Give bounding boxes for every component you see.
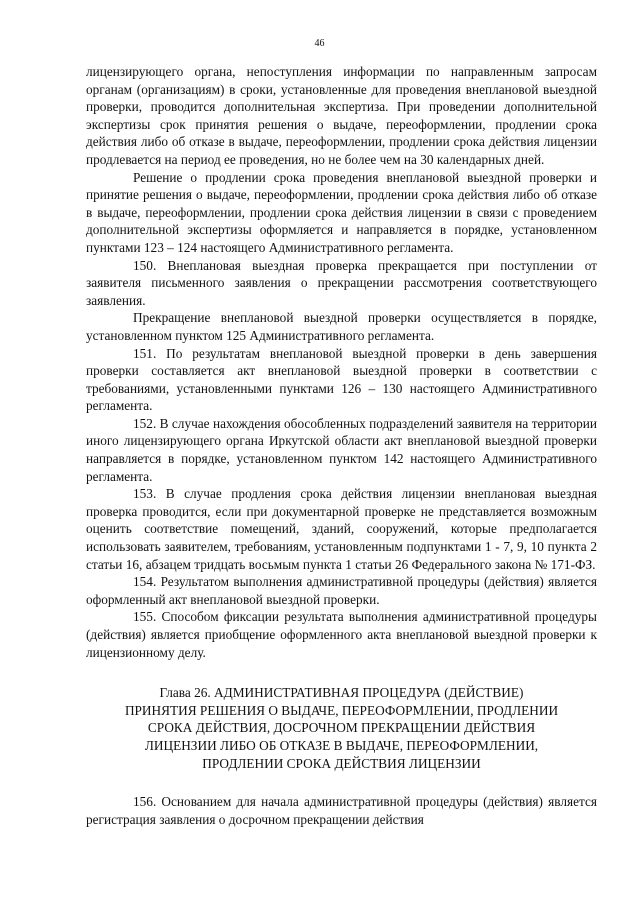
paragraph-continuation: лицензирующего органа, непоступления информации по направленным запросам органам (организациям) в сроки, установленные для проведения внеплановой выездной проверки, проводится дополнительная экспертиза. При проведении дополнительной экспертизы срок принятия решения о выдаче, переоформлении, продлении срока действия либо об отказе в выдаче, переоформлении, продлении срока действия лицензии продлевается на период ее проведения, но не более чем на 30 календарных дней. <box>86 64 597 167</box>
paragraph-155: 155. Способом фиксации результата выполнения административной процедуры (действия) является приобщение оформленного акта внеплановой выездной проверки к лицензионному делу. <box>86 609 597 660</box>
paragraph-151: 151. По результатам внеплановой выездной проверки в день завершения проверки составляется акт внеплановой выездной проверки в соответствии с требованиями, установленными пунктами 126 – 130 настоящего Административного регламента. <box>86 345 597 414</box>
paragraph-153: 153. В случае продления срока действия лицензии внеплановая выездная проверка проводится, если при документарной проверке не представляется возможным оценить соответствие помещений, зданий, сооружений, которые предполагается использовать заявителем, требованиям, установленным подпунктами 1 - 7, 9, 10 пункта 2 статьи 16, абзацем тридцать восьмым пункта 1 статьи 26 Федерального закона № 171-ФЗ. <box>86 486 597 572</box>
chapter-heading-line: ПРИНЯТИЯ РЕШЕНИЯ О ВЫДАЧЕ, ПЕРЕОФОРМЛЕНИИ, ПРОДЛЕНИИ <box>124 702 559 718</box>
paragraph-154: 154. Результатом выполнения административной процедуры (действия) является оформленный акт внеплановой выездной проверки. <box>86 574 597 607</box>
page-number: 46 <box>314 38 325 49</box>
document-body <box>86 63 597 828</box>
chapter-heading-line: ЛИЦЕНЗИИ ЛИБО ОБ ОТКАЗЕ В ВЫДАЧЕ, ПЕРЕОФОРМЛЕНИИ, <box>144 737 539 753</box>
chapter-heading-line: СРОКА ДЕЙСТВИЯ, ДОСРОЧНОМ ПРЕКРАЩЕНИИ ДЕЙСТВИЯ <box>147 720 536 736</box>
chapter-heading-line: ПРОДЛЕНИИ СРОКА ДЕЙСТВИЯ ЛИЦЕНЗИИ <box>202 755 481 771</box>
paragraph-extension-decision: Решение о продлении срока проведения внеплановой выездной проверки и принятие решения о выдаче, переоформлении, продлении срока действия либо об отказе в выдаче, переоформлении, продлении срока действия лицензии в связи с проведением дополнительной экспертизы оформляется и направляется в порядке, установленном пунктами 123 – 124 настоящего Административного регламента. <box>86 169 597 255</box>
chapter-heading-line: Глава 26. АДМИНИСТРАТИВНАЯ ПРОЦЕДУРА (ДЕЙСТВИЕ) <box>159 685 524 701</box>
chapter-heading <box>86 684 597 772</box>
paragraph-152: 152. В случае нахождения обособленных подразделений заявителя на территории иного лицензирующего органа Иркутской области акт внеплановой выездной проверки направляется в порядке, установленном пунктом 142 настоящего Административного регламента. <box>86 415 597 484</box>
paragraph-termination: Прекращение внеплановой выездной проверки осуществляется в порядке, установленном пунктом 125 Административного регламента. <box>86 310 597 343</box>
paragraph-150: 150. Внеплановая выездная проверка прекращается при поступлении от заявителя письменного заявления о прекращении рассмотрения соответствующего заявления. <box>86 257 597 308</box>
paragraph-156: 156. Основанием для начала административной процедуры (действия) является регистрация заявления о досрочном прекращении действия <box>86 794 597 827</box>
